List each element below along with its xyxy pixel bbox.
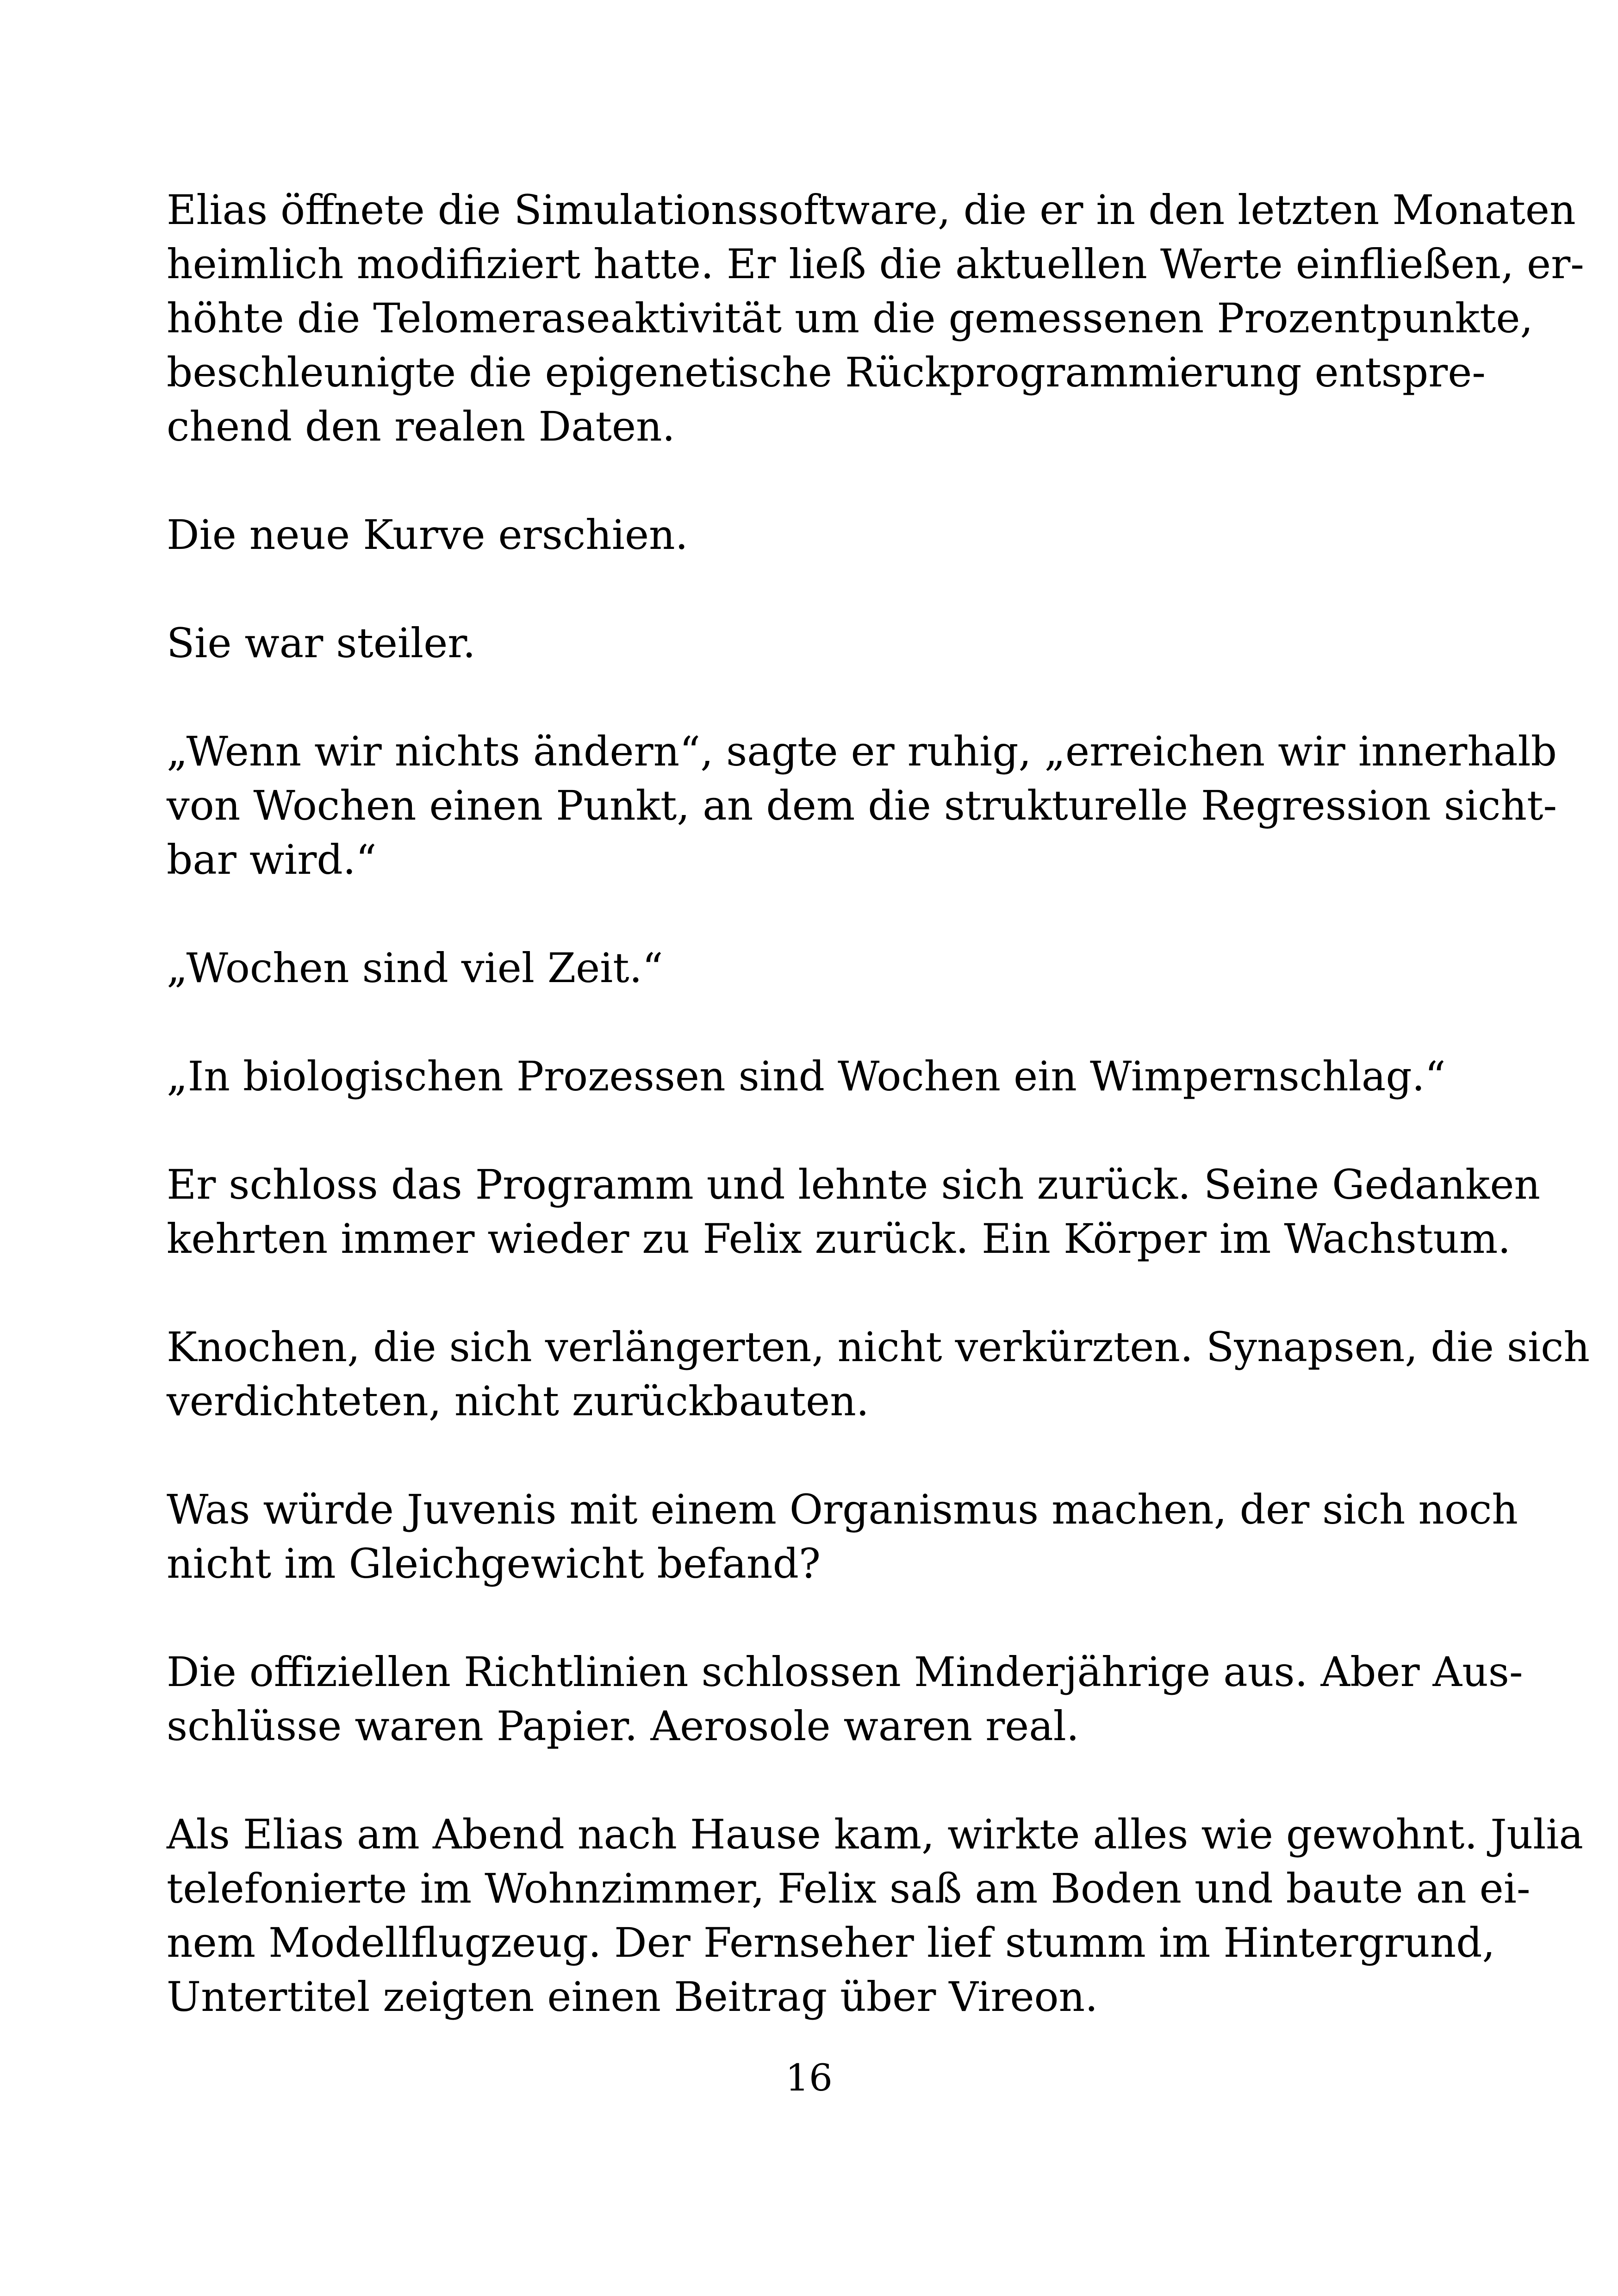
- paragraph-1: [167, 183, 1584, 454]
- paragraph-5: [167, 941, 1444, 995]
- text-line: Die offiziellen Richtlinien schlossen Minderjährige aus. Aber Aus-: [167, 1648, 1523, 1696]
- text-line: Als Elias am Abend nach Hause kam, wirkte alles wie gewohnt. Julia: [167, 1811, 1583, 1858]
- paragraph-10: [167, 1645, 1523, 1753]
- paragraph-4: [167, 724, 1557, 887]
- text-line: nicht im Gleichgewicht befand?: [167, 1540, 821, 1587]
- text-line: von Wochen einen Punkt, an dem die strukturelle Regression sicht-: [167, 782, 1557, 829]
- text-line: kehrten immer wieder zu Felix zurück. Ein Körper im Wachstum.: [167, 1215, 1511, 1263]
- text-line: Er schloss das Programm und lehnte sich zurück. Seine Gedanken: [167, 1161, 1541, 1208]
- paragraph-2: [167, 508, 1444, 562]
- text-line: Elias öffnete die Simulationssoftware, die er in den letzten Monaten: [167, 186, 1576, 234]
- text-line: Die neue Kurve erschien.: [167, 511, 688, 559]
- text-line: chend den realen Daten.: [167, 403, 675, 450]
- text-line: „Wenn wir nichts ändern“, sagte er ruhig, „erreichen wir innerhalb: [167, 728, 1557, 775]
- text-line: bar wird.“: [167, 836, 377, 884]
- text-line: heimlich modifiziert hatte. Er ließ die aktuellen Werte einfließen, er-: [167, 240, 1584, 288]
- text-line: Untertitel zeigten einen Beitrag über Vireon.: [167, 1973, 1098, 2021]
- text-line: beschleunigte die epigenetische Rückprogrammierung entspre-: [167, 348, 1486, 396]
- text-line: schlüsse waren Papier. Aerosole waren real.: [167, 1702, 1079, 1750]
- paragraph-3: [167, 616, 1444, 670]
- text-line: verdichteten, nicht zurückbauten.: [167, 1377, 869, 1425]
- text-line: höhte die Telomeraseaktivität um die gemessenen Prozentpunkte,: [167, 294, 1533, 342]
- text-line: Was würde Juvenis mit einem Organismus machen, der sich noch: [167, 1486, 1518, 1533]
- text-line: nem Modellflugzeug. Der Fernseher lief stumm im Hintergrund,: [167, 1919, 1495, 1966]
- text-line: „In biologischen Prozessen sind Wochen ein Wimpernschlag.“: [167, 1052, 1446, 1100]
- text-line: Knochen, die sich verlängerten, nicht verkürzten. Synapsen, die sich: [167, 1323, 1590, 1371]
- paragraph-7: [167, 1157, 1541, 1266]
- body-text: [167, 183, 1590, 2024]
- text-line: Sie war steiler.: [167, 619, 476, 667]
- paragraph-9: [167, 1482, 1518, 1591]
- page-number: 16: [785, 2056, 833, 2099]
- paragraph-6: [167, 1049, 1444, 1103]
- paragraph-11: [167, 1807, 1583, 2024]
- text-line: „Wochen sind viel Zeit.“: [167, 944, 663, 992]
- paragraph-8: [167, 1320, 1590, 1428]
- text-line: telefonierte im Wohnzimmer, Felix saß am Boden und baute an ei-: [167, 1865, 1531, 1912]
